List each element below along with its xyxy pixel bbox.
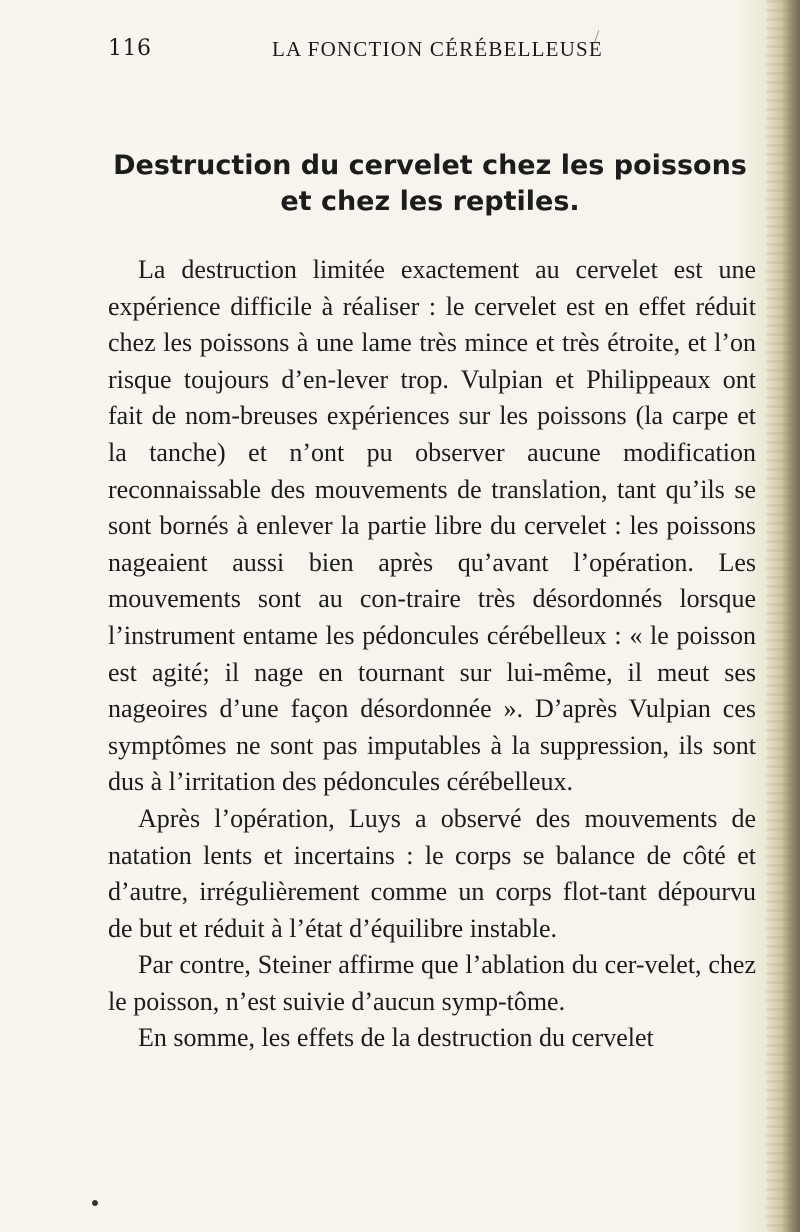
running-header xyxy=(108,36,648,66)
section-title-line-2: et chez les reptiles. xyxy=(280,186,580,217)
section-title xyxy=(80,148,780,220)
paragraph-2: Après l’opération, Luys a observé des mouvements de natation lents et incertains : le corps se balance de côté et d’autre, irrégulièrement comme un corps flot-tant dépourvu de but et réduit à l’état d’équilibre instable. xyxy=(108,803,756,943)
paragraph-3: Par contre, Steiner affirme que l’ablation du cer-velet, chez le poisson, n’est suivie d’aucun symp-tôme. xyxy=(108,950,756,1016)
body-text xyxy=(108,252,756,1057)
ink-spot xyxy=(92,1200,98,1206)
paragraph-4: En somme, les effets de la destruction du cervelet xyxy=(138,1023,654,1053)
section-title-line-1: Destruction du cervelet chez les poissons xyxy=(113,150,747,181)
running-head-title: LA FONCTION CÉRÉBELLEUSE xyxy=(272,37,603,61)
paragraph-1: La destruction limitée exactement au cervelet est une expérience difficile à réaliser : le cervelet est en effet réduit chez les poissons à une lame très mince et très étroite, et l’on risque toujours d’en-lever trop. Vulpian et Philippeaux ont fait de nom-breuses expériences sur les poissons (la carpe et la tanche) et n’ont pu observer aucune modification reconnaissable des mouvements de translation, tant qu’ils se sont bornés à enlever la partie libre du cervelet : les poissons nageaient aussi bien après qu’avant l’opération. Les mouvements sont au con-traire très désordonnés lorsque l’instrument entame les pédoncules cérébelleux : « le poisson est agité; il nage en tournant sur lui-même, il meut ses nageoires d’une façon désordonnée ». D’après Vulpian ces symptômes ne sont pas imputables à la suppression, ils sont dus à l’irritation des pédoncules cérébelleux. xyxy=(108,255,756,797)
page-number: 116 xyxy=(108,36,152,61)
